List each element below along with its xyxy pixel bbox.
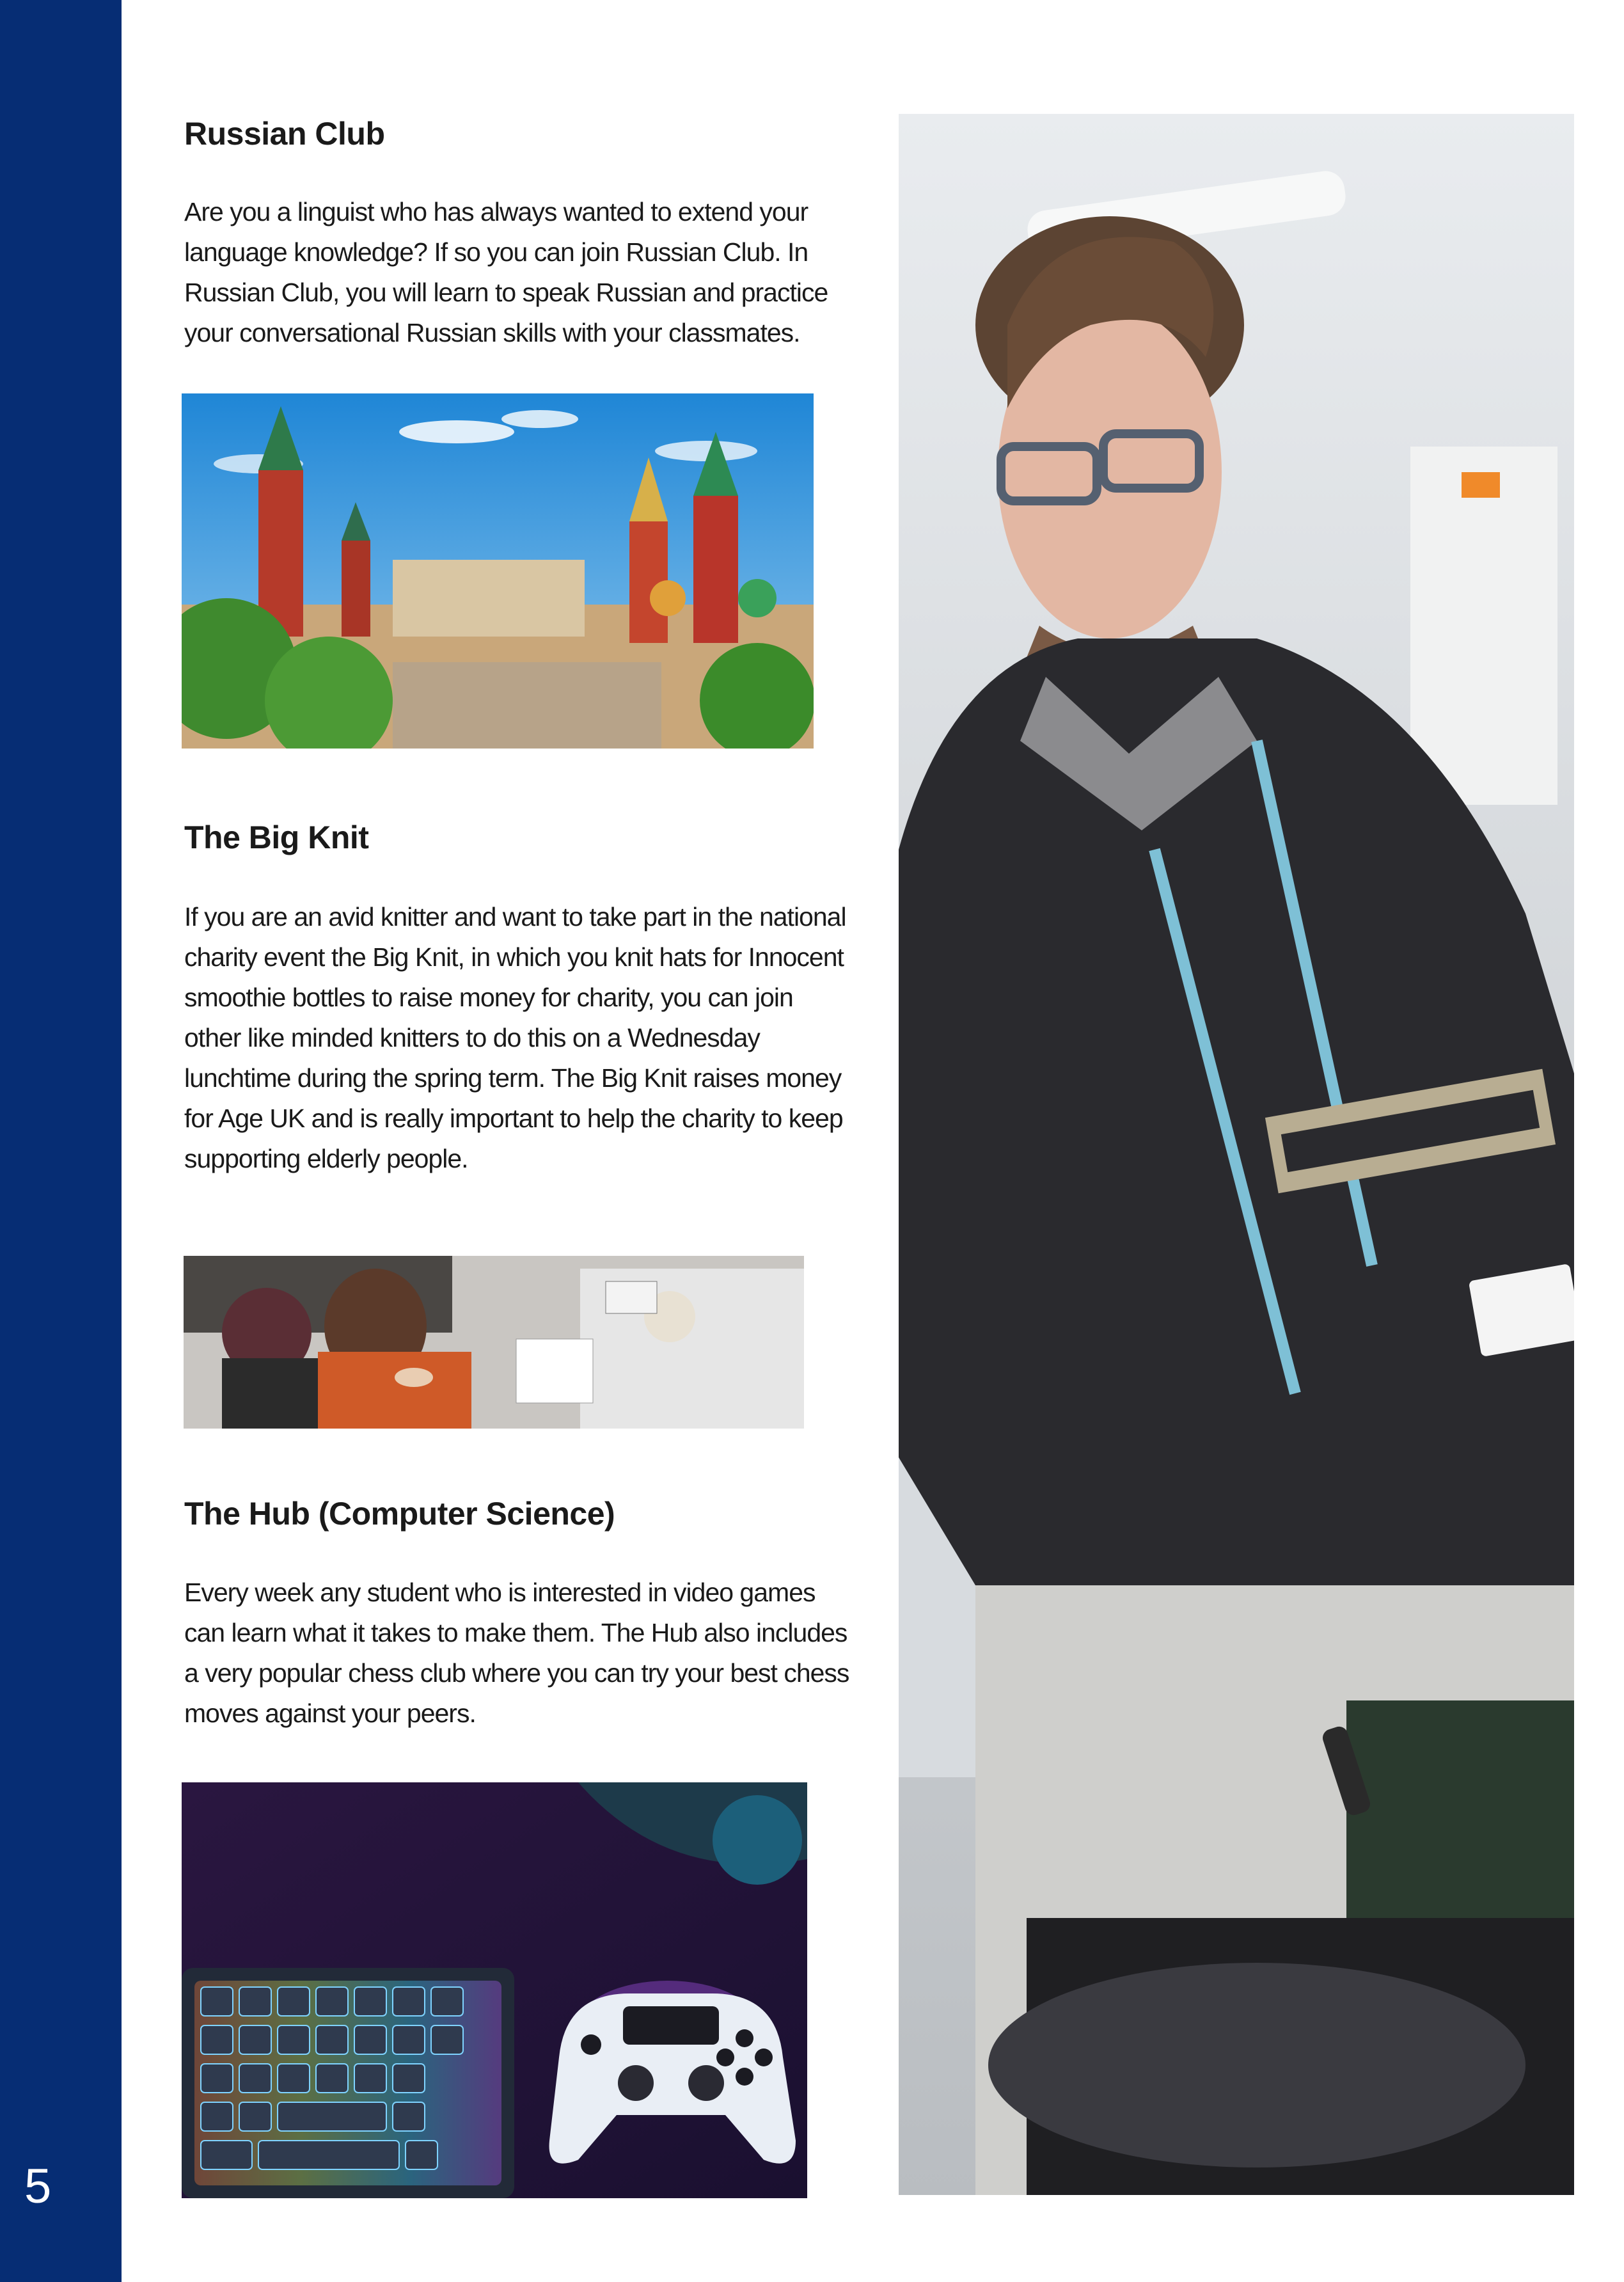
knitting-students-photo: [184, 1256, 804, 1429]
student-with-lanyard-photo: [899, 114, 1574, 2195]
section-title-big-knit: The Big Knit: [184, 820, 369, 855]
section-title-the-hub: The Hub (Computer Science): [184, 1496, 615, 1532]
side-band: [0, 0, 122, 2282]
moscow-kremlin-photo: [182, 393, 814, 749]
section-body-big-knit: If you are an avid knitter and want to take part in the national charity event the Big Knit, in which you knit hats for Innocent smoothie bottles to raise money for charity, you can join other like minded knitters to do this on a Wednesday lunchtime during the spring term. The Big Knit raises money for Age UK and is really important to help the charity to keep supporting elderly people.: [184, 902, 846, 1173]
section-body-russian-club: Are you a linguist who has always wanted to extend your language knowledge? If so you can join Russian Club. In Russian Club, you will learn to speak Russian and practice your conversational Russian skills with your classmates.: [184, 197, 828, 347]
section-title-russian-club: Russian Club: [184, 116, 385, 152]
section-body-the-hub: Every week any student who is interested in video games can learn what it takes to make them. The Hub also includes a very popular chess club where you can try your best chess moves against your peers.: [184, 1578, 849, 1728]
page-number: 5: [24, 2159, 52, 2214]
gaming-keyboard-controller-photo: [182, 1782, 807, 2198]
